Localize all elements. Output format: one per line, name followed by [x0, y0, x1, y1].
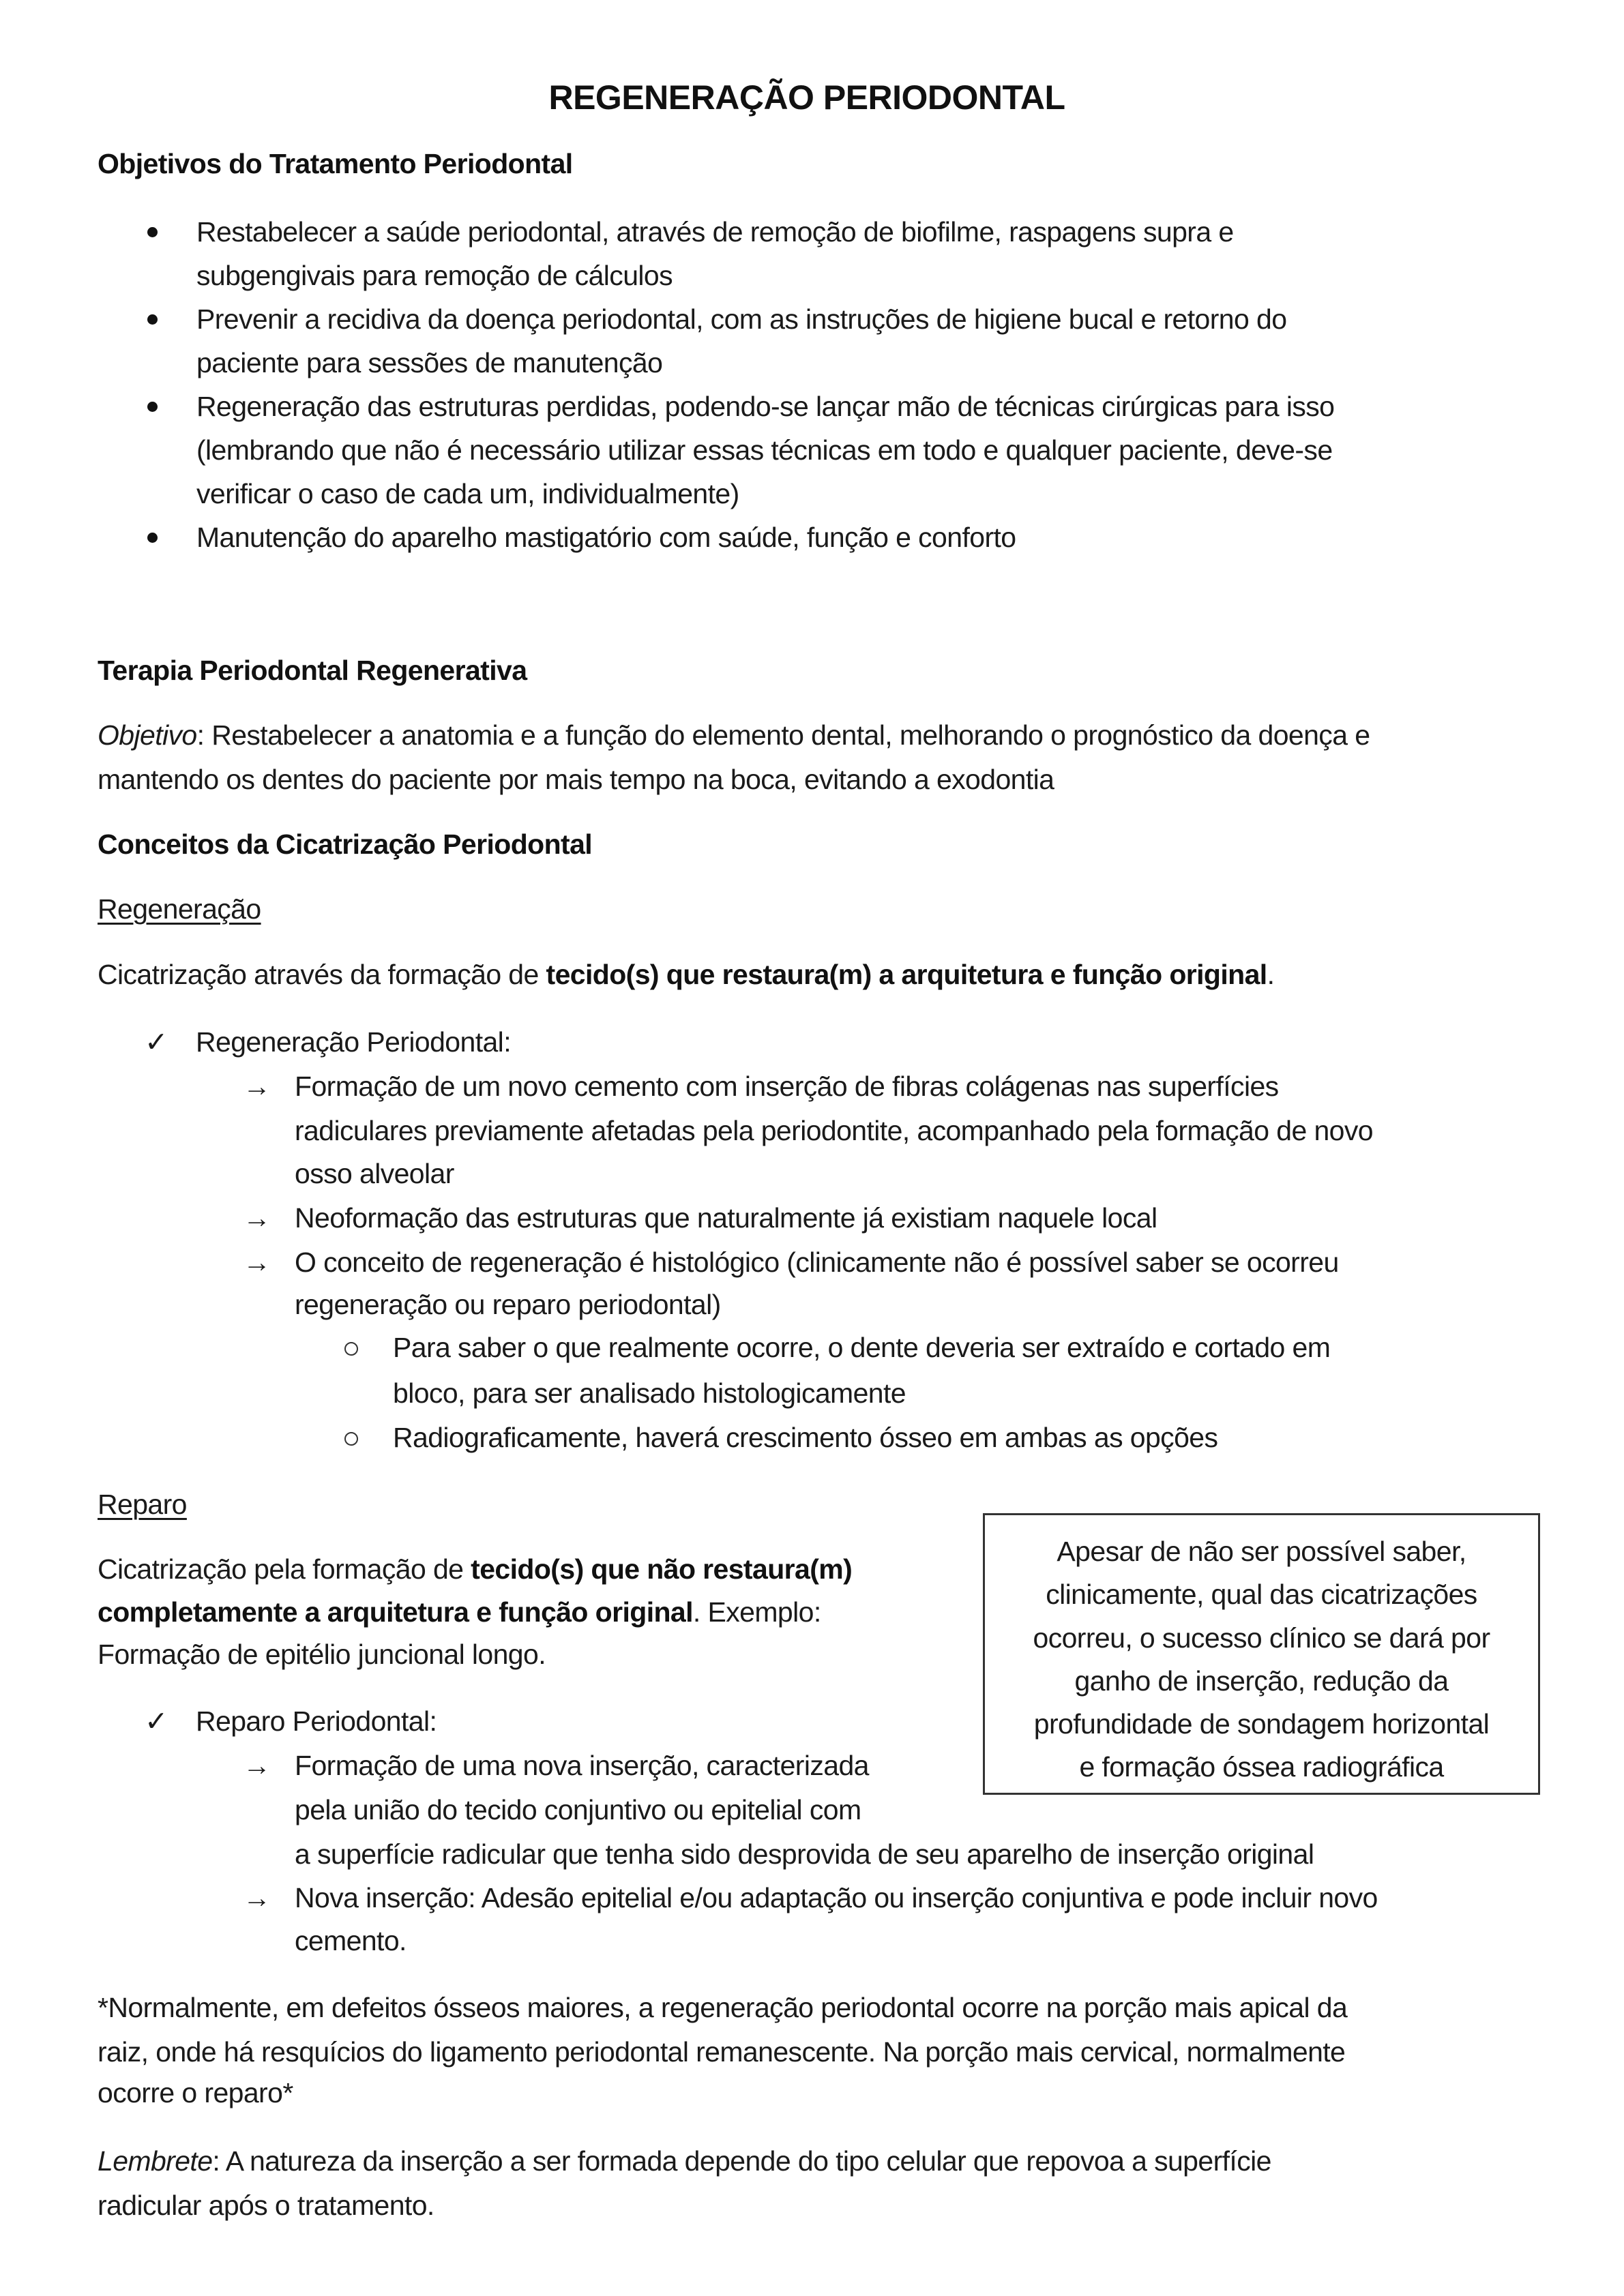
- subheading-reparo: Reparo: [98, 1489, 187, 1520]
- note-text: profundidade de sondagem horizontal: [1033, 1708, 1490, 1740]
- objective-text: : Restabelecer a anatomia e a função do elemento dental, melhorando o prognóstico da doença e: [196, 719, 1370, 751]
- definition-text: Cicatrização através da formação de: [98, 959, 546, 990]
- section-heading-objetivos: Objetivos do Tratamento Periodontal: [98, 148, 573, 179]
- list-item-text: (lembrando que não é necessário utilizar essas técnicas em todo e qualquer paciente, deve-se: [196, 434, 1333, 466]
- definition-suffix: .: [1267, 959, 1275, 990]
- note-text: clinicamente, qual das cicatrizações: [1046, 1579, 1477, 1610]
- arrow-item-text: O conceito de regeneração é histológico (clinicamente não é possível saber se ocorreu: [295, 1247, 1339, 1278]
- footnote-text: *Normalmente, em defeitos ósseos maiores, a regeneração periodontal ocorre na porção mais apical da: [98, 1992, 1348, 2023]
- arrow-item-text: osso alveolar: [295, 1158, 454, 1189]
- arrow-item-text: cemento.: [295, 1925, 407, 1956]
- bullet-icon: [147, 533, 158, 543]
- arrow-icon: →: [243, 1071, 271, 1102]
- reminder-label: Lembrete: [98, 2145, 213, 2177]
- arrow-icon: →: [243, 1202, 271, 1234]
- footnote-text: raiz, onde há resquícios do ligamento periodontal remanescente. Na porção mais cervical, normalmente: [98, 2036, 1346, 2068]
- check-item-reparo: Reparo Periodontal:: [196, 1705, 437, 1737]
- objective-paragraph: [98, 713, 1370, 757]
- definition-bold: tecido(s) que restaura(m) a arquitetura e função original: [546, 959, 1267, 990]
- list-item-text: Prevenir a recidiva da doença periodontal, com as instruções de higiene bucal e retorno do: [196, 303, 1287, 335]
- note-box: [983, 1513, 1540, 1795]
- arrow-item-text: Formação de um novo cemento com inserção de fibras colágenas nas superfícies: [295, 1071, 1279, 1102]
- arrow-item-text: Formação de uma nova inserção, caracterizada: [295, 1750, 869, 1781]
- bullet-icon: [147, 402, 158, 412]
- bullet-icon: [147, 227, 158, 237]
- footnote-text: ocorre o reparo*: [98, 2077, 293, 2108]
- note-text: ganho de inserção, redução da: [1074, 1665, 1449, 1697]
- section-heading-conceitos: Conceitos da Cicatrização Periodontal: [98, 829, 593, 860]
- objective-label: Objetivo: [98, 719, 197, 751]
- definition-text: Cicatrização pela formação de: [98, 1553, 471, 1585]
- regeneracao-definition: [98, 953, 1274, 996]
- bullet-icon: [147, 314, 158, 325]
- note-text: Apesar de não ser possível saber,: [1057, 1536, 1466, 1567]
- list-item-text: Manutenção do aparelho mastigatório com saúde, função e conforto: [196, 522, 1016, 553]
- arrow-icon: →: [243, 1882, 271, 1913]
- hollow-circle-icon: [344, 1432, 358, 1446]
- arrow-item-text: regeneração ou reparo periodontal): [295, 1289, 721, 1320]
- list-item-text: Restabelecer a saúde periodontal, através de remoção de biofilme, raspagens supra e: [196, 216, 1234, 248]
- reparo-definition-line2: [98, 1590, 821, 1634]
- check-icon: ✓: [145, 1705, 168, 1737]
- reminder-text: radicular após o tratamento.: [98, 2190, 434, 2221]
- reminder-text: : A natureza da inserção a ser formada depende do tipo celular que repovoa a superfície: [212, 2145, 1271, 2177]
- list-item-text: subgengivais para remoção de cálculos: [196, 260, 673, 291]
- definition-suffix: . Exemplo:: [692, 1596, 821, 1628]
- definition-bold: tecido(s) que não restaura(m): [471, 1553, 853, 1585]
- sub-item-text: bloco, para ser analisado histologicamente: [393, 1377, 906, 1409]
- check-icon: ✓: [145, 1026, 168, 1058]
- arrow-item-text: Nova inserção: Adesão epitelial e/ou adaptação ou inserção conjuntiva e pode incluir novo: [295, 1882, 1378, 1913]
- note-text: ocorreu, o sucesso clínico se dará por: [1033, 1622, 1490, 1654]
- list-item-text: Regeneração das estruturas perdidas, podendo-se lançar mão de técnicas cirúrgicas para isso: [196, 391, 1335, 422]
- hollow-circle-icon: [344, 1342, 358, 1356]
- arrow-icon: →: [243, 1247, 271, 1278]
- list-item-text: paciente para sessões de manutenção: [196, 347, 663, 378]
- arrow-icon: →: [243, 1750, 271, 1781]
- section-heading-terapia: Terapia Periodontal Regenerativa: [98, 655, 527, 686]
- reminder-paragraph: [98, 2139, 1271, 2183]
- subheading-regeneracao: Regeneração: [98, 893, 261, 925]
- reparo-definition: [98, 1547, 852, 1591]
- arrow-item-text: Neoformação das estruturas que naturalmente já existiam naquele local: [295, 1202, 1157, 1234]
- objective-text: mantendo os dentes do paciente por mais tempo na boca, evitando a exodontia: [98, 764, 1054, 795]
- sub-item-text: Radiograficamente, haverá crescimento ósseo em ambas as opções: [393, 1422, 1218, 1453]
- definition-example: Formação de epitélio juncional longo.: [98, 1639, 546, 1670]
- arrow-item-text: pela união do tecido conjuntivo ou epitelial com: [295, 1794, 861, 1825]
- definition-bold: completamente a arquitetura e função original: [98, 1596, 693, 1628]
- arrow-item-text: radiculares previamente afetadas pela periodontite, acompanhado pela formação de novo: [295, 1115, 1373, 1146]
- sub-item-text: Para saber o que realmente ocorre, o dente deveria ser extraído e cortado em: [393, 1332, 1331, 1363]
- page-title: REGENERAÇÃO PERIODONTAL: [548, 78, 1065, 117]
- note-text: e formação óssea radiográfica: [1079, 1751, 1444, 1783]
- arrow-item-text: a superfície radicular que tenha sido desprovida de seu aparelho de inserção original: [295, 1838, 1314, 1870]
- list-item-text: verificar o caso de cada um, individualmente): [196, 478, 739, 509]
- check-item-regeneracao: Regeneração Periodontal:: [196, 1026, 511, 1058]
